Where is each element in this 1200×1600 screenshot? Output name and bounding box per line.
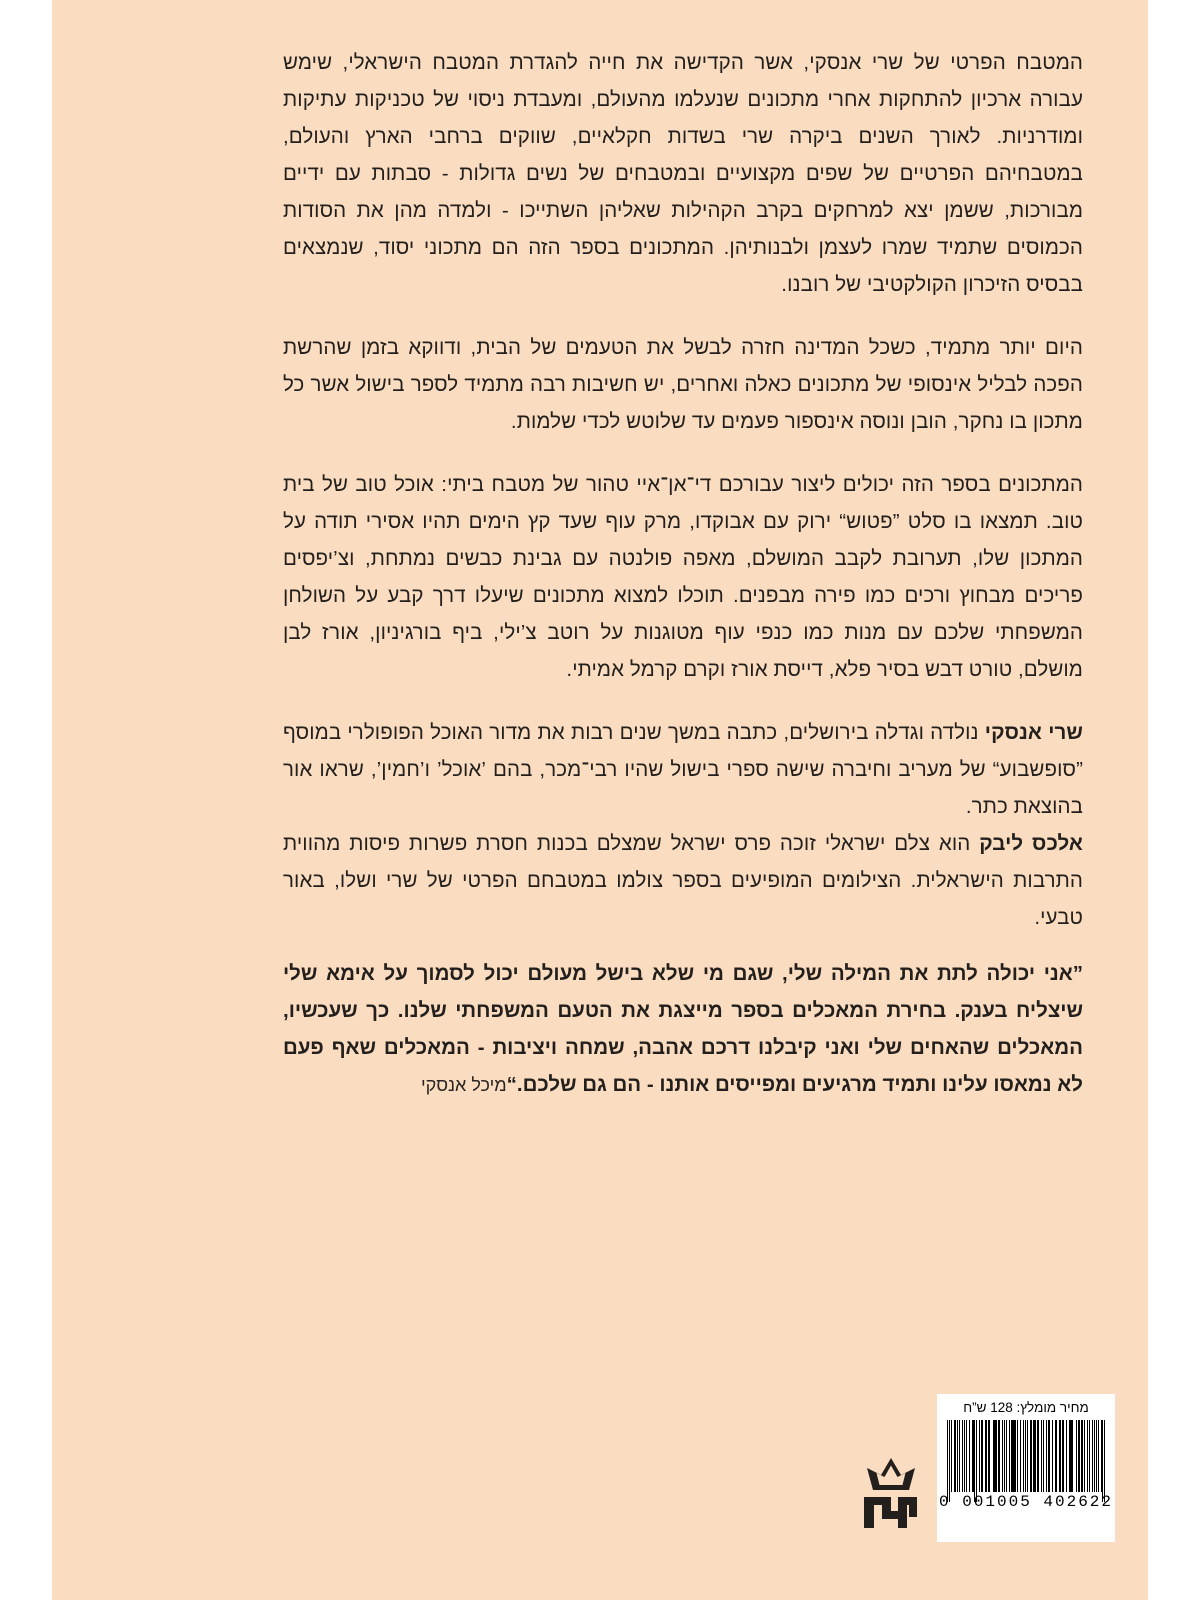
blurb-paragraph-1: המטבח הפרטי של שרי אנסקי, אשר הקדישה את חייה להגדרת המטבח הישראלי, שימש עבורה ארכיון להתחקות אחרי מתכונים שנעלמו מהעולם, ומעבדת ניסוי של טכניקות עתיקות ומודרניות. לאורך השנים ביקרה שרי בשדות חקלאיים, שווקים ברחבי הארץ והעולם, במטבחיהם הפרטיים של שפים מקצועיים ובמטבחים של נשים גדולות - סבתות עם ידיים מבורכות, ששמן יצא למרחקים בקרב הקהילות שאליהן השתייכו - ולמדה מהן את הסודות הכמוסים שתמיד שמרו לעצמן ולבנותיהן. המתכונים בספר הזה הם מתכוני יסוד, שנמצאים בבסיס הזיכרון הקולקטיבי של רובנו.	[283, 51, 1083, 296]
blurb-paragraph-3: המתכונים בספר הזה יכולים ליצור עבורכם די־אן־איי טהור של מטבח ביתי: אוכל טוב של בית טוב. תמצאו בו סלט ”פטוש“ ירוק עם אבוקדו, מרק עוף שעד קץ הימים תהיו אסירי תודה על המתכון שלו, תערובת לקבב המושלם, מאפה פולנטה עם גבינת כבשים נמתחת, וצ’יפסים פריכים מבחוץ ורכים כמו פירה מבפנים. תוכלו למצוא מתכונים שיעלו דרך קבע על השולחן המשפחתי שלכם עם מנות כמו כנפי עוף מטוגנות על רוטב צ’ילי, ביף בורגיניון, אורז לבן מושלם, טורט דבש בסיר פלא, דייסת אורז וקרם קרמל אמיתי.	[283, 473, 1083, 681]
price-label: מחיר מומלץ: 128 ש”ח	[963, 1400, 1089, 1415]
author-name: שרי אנסקי	[984, 721, 1083, 744]
back-cover-panel	[52, 0, 1148, 1600]
photographer-name: אלכס ליבק	[979, 832, 1083, 855]
pull-quote	[283, 955, 1083, 1104]
blurb-text-column	[283, 44, 1083, 936]
publisher-logo-keter	[857, 1456, 925, 1534]
contributor-bios	[283, 714, 1083, 936]
pull-quote-attribution: מיכל אנסקי	[420, 1075, 507, 1095]
photographer-bio-text: הוא צלם ישראלי זוכה פרס ישראל שמצלם בכנות חסרת פשרות פיסות מהווית התרבות הישראלית. הצילומים המופיעים בספר צולמו במטבחם הפרטי של שרי ושלו, באור טבעי.	[283, 832, 1083, 929]
photographer-bio	[283, 825, 1083, 936]
publisher-wordmark	[864, 1497, 917, 1528]
crown-icon	[867, 1458, 915, 1490]
pull-quote-text: ”אני יכולה לתת את המילה שלי, שגם מי שלא בישל מעולם יכול לסמוך על אימא שלי שיצליח בענק. בחירת המאכלים בספר מייצגת את הטעם המשפחתי שלנו. כך שעכשיו, המאכלים שהאחים שלי ואני קיבלנו דרכם אהבה, שמחה ויציבות - המאכלים שאף פעם לא נמאסו עלינו ותמיד מרגיעים ומפייסים אותנו - הם גם שלכם.“	[283, 962, 1083, 1096]
barcode-digits: 0 001005 402622	[938, 1493, 1114, 1511]
blurb-paragraph-2: היום יותר מתמיד, כשכל המדינה חזרה לבשל את הטעמים של הבית, ודווקא בזמן שהרשת הפכה לבליל אינסופי של מתכונים כאלה ואחרים, יש חשיבות רבה מתמיד לספר בישול אשר כל מתכון בו נחקר, הובן ונוסה אינספור פעמים עד שלוטש לכדי שלמות.	[283, 336, 1083, 433]
barcode-bars	[947, 1420, 1105, 1492]
author-bio-text: נולדה וגדלה בירושלים, כתבה במשך שנים רבות את מדור האוכל הפופולרי במוסף ”סופשבוע“ של מעריב וחיברה שישה ספרי בישול שהיו רבי־מכר, בהם ’אוכל’ ו’חמין’, שראו אור בהוצאת כתר.	[283, 721, 1083, 818]
barcode-block	[937, 1394, 1115, 1542]
author-bio	[283, 714, 1083, 825]
